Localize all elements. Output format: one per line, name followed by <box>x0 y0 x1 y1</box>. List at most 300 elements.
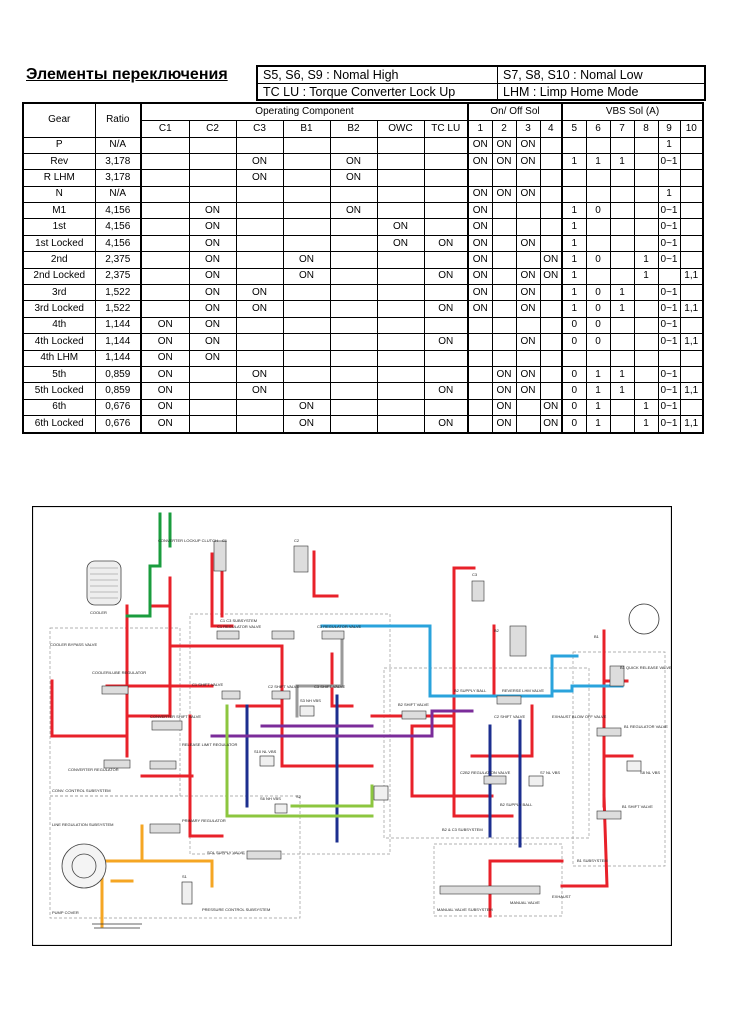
table-cell: ON <box>330 153 377 169</box>
table-cell <box>586 137 610 153</box>
table-cell <box>680 285 703 301</box>
table-cell: ON <box>540 252 562 268</box>
line-blue <box>322 626 622 696</box>
table-cell: ON <box>516 301 540 317</box>
table-cell: ON <box>141 383 189 399</box>
table-cell: 1,1 <box>680 268 703 284</box>
table-cell <box>377 170 424 186</box>
hydraulic-circuit-diagram <box>32 506 672 946</box>
table-cell <box>330 252 377 268</box>
table-cell <box>634 137 658 153</box>
table-cell <box>236 268 283 284</box>
s10-solenoid-icon <box>260 756 274 766</box>
table-cell <box>468 416 492 433</box>
c2-shift-icon <box>272 691 290 699</box>
table-cell <box>492 285 516 301</box>
table-cell <box>236 317 283 333</box>
table-cell: ON <box>141 350 189 366</box>
label-s8: S8 NL VBS <box>640 770 661 775</box>
table-cell: ON <box>189 203 236 219</box>
table-cell <box>377 317 424 333</box>
table-cell: ON <box>283 399 330 415</box>
table-cell <box>330 268 377 284</box>
table-cell <box>424 153 468 169</box>
table-cell <box>540 219 562 235</box>
table-cell: ON <box>492 137 516 153</box>
table-cell <box>540 137 562 153</box>
ratio-cell: 4,156 <box>95 219 141 235</box>
table-cell <box>189 399 236 415</box>
table-cell <box>283 203 330 219</box>
table-cell <box>330 416 377 433</box>
table-cell <box>492 203 516 219</box>
ratio-cell: 2,375 <box>95 268 141 284</box>
table-cell <box>680 399 703 415</box>
table-cell <box>141 268 189 284</box>
col-header-onoff: 1 <box>468 120 492 137</box>
gear-cell: 3rd Locked <box>23 301 95 317</box>
table-cell: 1 <box>586 399 610 415</box>
label-c1-shift: C1 SHIFT VALVE <box>192 682 224 687</box>
table-cell <box>141 235 189 251</box>
table-cell <box>680 153 703 169</box>
label-manual-sub: MANUAL VALVE SUBSYSTEM <box>437 907 493 912</box>
table-cell <box>377 252 424 268</box>
table-cell: ON <box>540 268 562 284</box>
table-cell <box>189 153 236 169</box>
col-header-vbs: 9 <box>658 120 680 137</box>
table-cell: ON <box>189 334 236 350</box>
label-s2: S2 <box>296 794 301 799</box>
b1-reg-icon <box>597 728 621 736</box>
table-cell <box>283 383 330 399</box>
label-exhaust-blow: EXHAUST BLOW OFF VALVE <box>552 714 607 719</box>
table-cell: ON <box>492 153 516 169</box>
table-cell <box>424 285 468 301</box>
table-row <box>23 153 703 169</box>
table-cell <box>283 366 330 382</box>
gear-cell: 2nd <box>23 252 95 268</box>
table-row <box>23 334 703 350</box>
table-cell: ON <box>516 334 540 350</box>
table-cell: ON <box>424 334 468 350</box>
table-cell <box>236 252 283 268</box>
col-header-vbs: 10 <box>680 120 703 137</box>
table-cell <box>236 416 283 433</box>
label-pump-cover: PUMP COVER <box>52 910 79 915</box>
table-cell <box>283 317 330 333</box>
table-cell <box>330 235 377 251</box>
legend-tc-lu: TC LU : Torque Converter Lock Up <box>263 85 456 99</box>
table-cell: 0~1 <box>658 317 680 333</box>
table-cell <box>236 219 283 235</box>
table-cell <box>586 268 610 284</box>
legend-normal-low: S7, S8, S10 : Nomal Low <box>503 68 643 82</box>
table-cell <box>658 170 680 186</box>
table-cell <box>634 383 658 399</box>
table-cell <box>610 170 634 186</box>
c1-clutch-icon <box>214 541 226 571</box>
table-row <box>23 383 703 399</box>
table-cell: ON <box>492 399 516 415</box>
table-cell <box>634 334 658 350</box>
table-cell: 1 <box>634 416 658 433</box>
table-cell <box>283 301 330 317</box>
table-cell <box>330 301 377 317</box>
table-cell <box>610 137 634 153</box>
table-cell <box>330 317 377 333</box>
lube-line-green <box>127 514 170 616</box>
c1-shift-icon <box>222 691 240 699</box>
col-header-ratio: Ratio <box>95 103 141 137</box>
gear-cell: 2nd Locked <box>23 268 95 284</box>
col-header-onoff: 4 <box>540 120 562 137</box>
table-cell: ON <box>516 235 540 251</box>
table-cell <box>516 170 540 186</box>
table-cell <box>283 285 330 301</box>
manual-valve-icon <box>440 886 540 894</box>
col-header-component: B1 <box>283 120 330 137</box>
table-cell: 0~1 <box>658 366 680 382</box>
table-cell: 0 <box>586 334 610 350</box>
group-header-operating: Operating Component <box>141 103 468 120</box>
table-cell <box>330 366 377 382</box>
table-cell: 1 <box>562 203 586 219</box>
line-purple <box>212 711 472 736</box>
table-cell: ON <box>283 416 330 433</box>
b2-clutch-icon <box>510 626 526 656</box>
table-cell <box>634 235 658 251</box>
table-cell <box>330 137 377 153</box>
table-cell <box>468 317 492 333</box>
primary-reg-icon <box>150 824 180 833</box>
ratio-cell: 0,859 <box>95 366 141 382</box>
table-cell <box>283 350 330 366</box>
pump-icon <box>62 844 106 888</box>
table-cell: ON <box>516 268 540 284</box>
table-row <box>23 366 703 382</box>
gear-cell: 3rd <box>23 285 95 301</box>
table-cell <box>492 252 516 268</box>
table-cell <box>586 350 610 366</box>
table-cell <box>377 186 424 202</box>
label-converter-reg: CONVERTER REGULATOR <box>68 767 119 772</box>
table-cell <box>680 137 703 153</box>
table-cell <box>377 203 424 219</box>
table-cell: 1 <box>610 301 634 317</box>
col-header-component: TC LU <box>424 120 468 137</box>
col-header-component: C2 <box>189 120 236 137</box>
label-c2b2-reg: C2B2 REGULATION VALVE <box>460 770 511 775</box>
table-cell: ON <box>468 268 492 284</box>
table-cell: ON <box>492 186 516 202</box>
table-row <box>23 268 703 284</box>
table-cell <box>634 350 658 366</box>
table-cell <box>634 153 658 169</box>
table-cell: ON <box>468 153 492 169</box>
table-cell <box>634 219 658 235</box>
table-cell <box>610 235 634 251</box>
table-cell: ON <box>236 366 283 382</box>
table-cell <box>586 219 610 235</box>
table-row <box>23 317 703 333</box>
table-cell: 0~1 <box>658 153 680 169</box>
table-cell <box>468 350 492 366</box>
table-cell <box>516 219 540 235</box>
table-row <box>23 350 703 366</box>
col-header-component: C3 <box>236 120 283 137</box>
table-cell <box>141 285 189 301</box>
sump <box>92 924 142 928</box>
table-cell: 0~1 <box>658 235 680 251</box>
table-cell: ON <box>236 153 283 169</box>
table-cell <box>236 186 283 202</box>
table-cell <box>236 334 283 350</box>
table-cell: ON <box>236 170 283 186</box>
table-cell: 0~1 <box>658 203 680 219</box>
table-cell: ON <box>141 317 189 333</box>
table-cell <box>141 137 189 153</box>
table-cell <box>540 285 562 301</box>
table-cell <box>283 235 330 251</box>
cooler-icon <box>87 561 121 605</box>
table-cell: 1,1 <box>680 334 703 350</box>
table-cell <box>377 153 424 169</box>
table-cell <box>424 219 468 235</box>
table-cell: ON <box>189 219 236 235</box>
table-cell: ON <box>468 219 492 235</box>
table-row <box>23 301 703 317</box>
table-cell <box>236 235 283 251</box>
gear-cell: 6th <box>23 399 95 415</box>
table-cell <box>189 170 236 186</box>
table-cell <box>562 350 586 366</box>
table-cell: ON <box>377 219 424 235</box>
table-row <box>23 399 703 415</box>
b1-drum-icon <box>629 604 659 634</box>
table-cell: 0 <box>586 252 610 268</box>
ratio-cell: N/A <box>95 137 141 153</box>
gear-cell: 1st <box>23 219 95 235</box>
table-cell: 1 <box>610 383 634 399</box>
table-cell <box>377 268 424 284</box>
col-header-vbs: 6 <box>586 120 610 137</box>
table-cell: 1 <box>586 153 610 169</box>
table-cell <box>236 137 283 153</box>
table-cell <box>540 317 562 333</box>
table-cell <box>634 203 658 219</box>
label-conv-subsystem: CONV. CONTROL SUBSYSTEM <box>52 788 111 793</box>
table-cell <box>658 268 680 284</box>
table-cell <box>330 186 377 202</box>
table-cell: 1 <box>610 285 634 301</box>
ratio-cell: 1,144 <box>95 350 141 366</box>
label-b2-shift: B2 SHIFT VALVE <box>398 702 429 707</box>
label-pressure-sub: PRESSURE CONTROL SUBSYSTEM <box>202 907 271 912</box>
c2b2-reg-icon <box>484 776 506 784</box>
cooler-lube-reg-icon <box>102 686 128 694</box>
table-row <box>23 285 703 301</box>
label-b2c3-sub: B2 & C3 SUBSYSTEM <box>442 827 483 832</box>
label-s3: S3 NH VBS <box>300 698 321 703</box>
table-cell: 1 <box>562 285 586 301</box>
reverse-lhm-icon <box>497 696 521 704</box>
table-cell: 0~1 <box>658 301 680 317</box>
table-cell: ON <box>424 416 468 433</box>
table-cell <box>377 301 424 317</box>
table-cell: 0 <box>562 416 586 433</box>
label-b2-supply-ball: B2 SUPPLY BALL <box>500 802 533 807</box>
table-cell <box>141 203 189 219</box>
table-cell <box>283 334 330 350</box>
s6-solenoid-icon <box>275 804 287 813</box>
label-b1: B1 <box>594 634 599 639</box>
table-cell: ON <box>141 334 189 350</box>
table-cell: 0~1 <box>658 252 680 268</box>
table-cell: 0 <box>586 203 610 219</box>
table-cell: ON <box>189 268 236 284</box>
c2-clutch-icon <box>294 546 308 572</box>
sol-supply-icon <box>247 851 281 859</box>
table-cell: ON <box>424 301 468 317</box>
label-b1-quick: B1 QUICK RELEASE VALVE <box>620 665 672 670</box>
table-cell <box>468 366 492 382</box>
label-c2-shift: C2 SHIFT VALVE <box>268 684 300 689</box>
table-cell: 0~1 <box>658 219 680 235</box>
table-cell <box>492 235 516 251</box>
table-cell: ON <box>283 252 330 268</box>
table-cell: 0~1 <box>658 383 680 399</box>
s8-solenoid-icon <box>627 761 641 771</box>
table-cell <box>189 186 236 202</box>
table-cell <box>330 383 377 399</box>
table-cell: 0 <box>562 366 586 382</box>
table-cell <box>492 219 516 235</box>
label-cooler-lube-reg: COOLER/LUBE REGULATOR <box>92 670 147 675</box>
table-cell <box>680 350 703 366</box>
table-cell <box>189 416 236 433</box>
table-cell: ON <box>516 383 540 399</box>
filter-icon <box>182 882 192 904</box>
gear-cell: 5th Locked <box>23 383 95 399</box>
label-b1-reg: B1 REGULATOR VALVE <box>624 724 668 729</box>
table-cell: 0 <box>586 285 610 301</box>
table-cell <box>610 399 634 415</box>
table-cell <box>540 383 562 399</box>
table-cell: 0 <box>562 334 586 350</box>
label-c2: C2 <box>294 538 300 543</box>
table-cell: ON <box>516 153 540 169</box>
table-cell <box>330 334 377 350</box>
table-cell <box>377 383 424 399</box>
table-cell <box>586 170 610 186</box>
label-c3-shift: C3 SHIFT VALVE <box>314 684 346 689</box>
table-cell <box>141 186 189 202</box>
table-cell: 1,1 <box>680 383 703 399</box>
table-cell <box>424 399 468 415</box>
table-cell <box>634 186 658 202</box>
label-converter-shift: CONVERTER SHIFT VALVE <box>150 714 202 719</box>
label-sol-supply: SOL SUPPLY VALVE <box>207 850 245 855</box>
table-cell: 0 <box>562 317 586 333</box>
table-cell: ON <box>540 399 562 415</box>
table-cell <box>330 350 377 366</box>
label-s7: S7 NL VBS <box>540 770 561 775</box>
table-cell <box>610 317 634 333</box>
table-cell: 1 <box>658 137 680 153</box>
table-cell <box>562 186 586 202</box>
ratio-cell: 1,144 <box>95 317 141 333</box>
table-cell: ON <box>468 137 492 153</box>
table-cell <box>516 416 540 433</box>
table-cell <box>189 137 236 153</box>
table-cell <box>516 317 540 333</box>
table-cell <box>680 170 703 186</box>
label-c1c3-sub: C1 C3 SUBSYSTEM <box>220 618 258 623</box>
label-c3: C3 <box>472 572 478 577</box>
table-cell <box>492 170 516 186</box>
gear-cell: N <box>23 186 95 202</box>
table-cell <box>424 317 468 333</box>
gear-cell: 6th Locked <box>23 416 95 433</box>
table-cell <box>141 219 189 235</box>
col-header-component: B2 <box>330 120 377 137</box>
table-cell <box>377 366 424 382</box>
table-cell: ON <box>189 350 236 366</box>
table-cell <box>680 252 703 268</box>
table-cell <box>610 416 634 433</box>
table-cell: 1 <box>586 383 610 399</box>
label-reverse-lhm: REVERSE LHM VALVE <box>502 688 545 693</box>
col-header-component: C1 <box>141 120 189 137</box>
gear-cell: 4th LHM <box>23 350 95 366</box>
table-cell <box>634 301 658 317</box>
gear-cell: M1 <box>23 203 95 219</box>
table-cell <box>492 301 516 317</box>
table-cell: 0 <box>586 317 610 333</box>
table-cell: 0 <box>562 383 586 399</box>
table-cell <box>516 203 540 219</box>
col-header-vbs: 7 <box>610 120 634 137</box>
s7-solenoid-icon <box>529 776 543 786</box>
table-cell <box>236 399 283 415</box>
table-cell: ON <box>189 317 236 333</box>
c3-clutch-icon <box>472 581 484 601</box>
label-c1-reg: C1 REGULATOR VALVE <box>217 624 262 629</box>
table-cell: ON <box>330 170 377 186</box>
table-cell <box>586 186 610 202</box>
table-cell: ON <box>468 301 492 317</box>
b2-shift-icon <box>402 711 426 719</box>
ratio-cell: 1,144 <box>95 334 141 350</box>
s3-solenoid-icon <box>300 706 314 716</box>
col-header-vbs: 5 <box>562 120 586 137</box>
table-cell <box>330 399 377 415</box>
legend-normal-high: S5, S6, S9 : Nomal High <box>263 68 399 82</box>
table-cell <box>424 170 468 186</box>
label-b1-shift: B1 SHIFT VALVE <box>622 804 653 809</box>
table-cell <box>283 219 330 235</box>
label-cooler-bypass: COOLER BYPASS VALVE <box>50 642 98 647</box>
gear-cell: R LHM <box>23 170 95 186</box>
label-line-reg: LINE REGULATION SUBSYSTEM <box>52 822 114 827</box>
table-cell: ON <box>540 416 562 433</box>
gear-cell: 4th Locked <box>23 334 95 350</box>
table-cell <box>680 203 703 219</box>
table-cell: ON <box>330 203 377 219</box>
ratio-cell: 1,522 <box>95 285 141 301</box>
manual-box <box>434 844 562 916</box>
